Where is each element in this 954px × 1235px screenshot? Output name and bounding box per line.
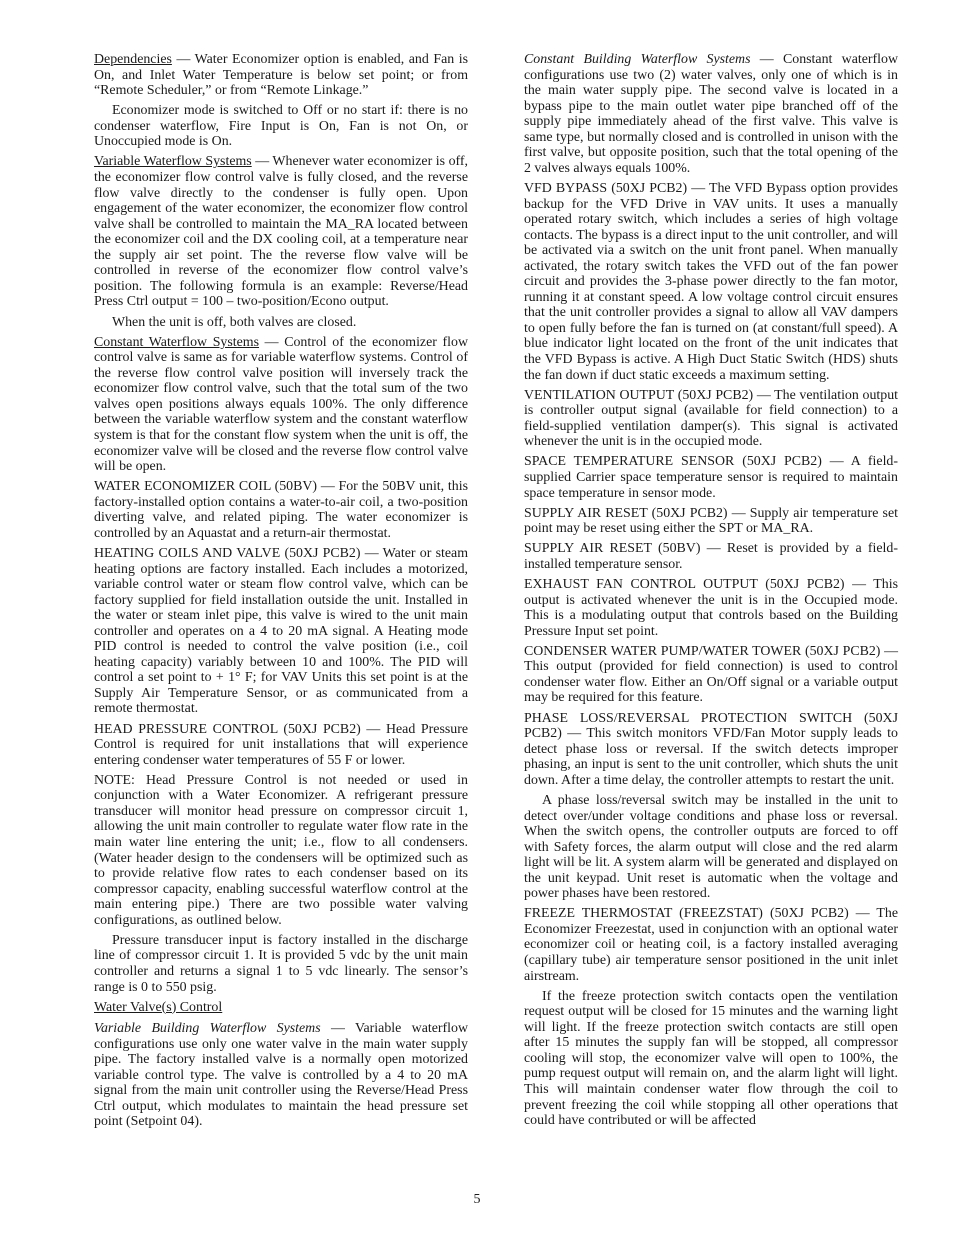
constant-building-waterflow-heading: Constant Building Waterflow Systems [524,52,751,67]
page-number: 5 [473,1192,481,1207]
supply-air-reset-bv-paragraph: SUPPLY AIR RESET (50BV) — Reset is provided by a field-installed temperature sensor. [524,541,898,572]
exhaust-fan-control-paragraph: EXHAUST FAN CONTROL OUTPUT (50XJ PCB2) — This output is activated whenever the unit is in the Occupied mode. This is a modulating output that controls based on the Building Pressure Input set point. [524,577,898,639]
dependencies-heading: Dependencies [94,52,172,67]
economizer-off-paragraph: Economizer mode is switched to Off or no start if: there is no condenser waterflow, Fire Input is On, Fan is not On, or Unoccupied mode is On. [94,103,468,150]
dependencies-paragraph [94,52,468,99]
variable-building-waterflow-paragraph [94,1021,468,1130]
variable-waterflow-text: — Whenever water economizer is off, the economizer flow control valve is fully closed, and the reverse flow valve directly to the condenser is fully open. Upon engagement of the water economizer, the economizer flow control valve shall be controlled to maintain the MA_RA located between the economizer coil and the DX cooling coil, at a temperature near the supply air set point. The the reverse flow valve will be controlled in reverse of the economizer flow control valve’s position. The following formula is an example: Reverse/Head Press Ctrl output = 100 – two-position/Econo output. [94,154,468,310]
constant-waterflow-text: — Control of the economizer flow control valve is same as for variable waterflow systems. Control of the reverse flow control valve position will inversely track the economizer flow control valve, such that the total sum of the two valves open positions always equals 100%. The only difference between the variable waterflow system and the constant waterflow system is that for the constant flow system when the unit is off, the economizer valve will be closed and the reverse flow control valve will be open. [94,334,468,475]
water-valve-control-heading: Water Valve(s) Control [94,999,223,1015]
constant-building-waterflow-paragraph [524,52,898,176]
head-pressure-control-paragraph: HEAD PRESSURE CONTROL (50XJ PCB2) — Head Pressure Control is required for unit installations that will experience entering condenser water temperatures of 55 F or lower. [94,721,468,768]
left-column [94,52,468,1135]
unit-off-paragraph: When the unit is off, both valves are closed. [112,314,357,330]
space-temperature-sensor-paragraph: SPACE TEMPERATURE SENSOR (50XJ PCB2) — A field-supplied Carrier space temperature sensor is required to maintain space temperature in sensor mode. [524,454,898,501]
variable-waterflow-paragraph [94,154,468,309]
condenser-water-pump-paragraph: CONDENSER WATER PUMP/WATER TOWER (50XJ PCB2) — This output (provided for field connection) is used to control condenser water flow. Either an On/Off signal or a variable output may be required for this feature. [524,643,898,706]
phase-loss-protection-paragraph: PHASE LOSS/REVERSAL PROTECTION SWITCH (50XJ PCB2) — This switch monitors VFD/Fan Motor supply leads to detect phase loss or reversal. If the switch detects improper phasing, an input is sent to the unit controller, which shuts the unit down. After a time delay, the controller attempts to restart the unit. [524,710,898,788]
right-column [524,52,898,1133]
pressure-transducer-paragraph: Pressure transducer input is factory installed in the discharge line of compressor circuit 1. It is provided 5 vdc by the unit main controller and returns a signal 1 to 5 vdc linearly. The sensor’s range is 0 to 550 psig. [94,932,468,995]
vfd-bypass-paragraph: VFD BYPASS (50XJ PCB2) — The VFD Bypass option provides backup for the VFD Drive in VAV units. It uses a manually operated rotary switch, which includes a series of high voltage contacts. The bypass is a direct input to the unit controller, and will be activated via a switch on the unit front panel. When manually activated, the rotary switch takes the VFD out of the fan power circuit and provides the 3-phase power directly to the fan motor, running it at constant speed. A low voltage control circuit ensures that the unit controller provides a signal to allow all VAV dampers to open fully before the fan is turned on (at constant/full speed). A blue indicator light located on the front of the unit indicates that the VFD Bypass is active. A High Duct Static Switch (HDS) shuts the fan down if duct static exceeds a maximum setting. [524,180,898,383]
variable-building-waterflow-heading: Variable Building Waterflow Systems [94,1021,321,1037]
constant-building-waterflow-text: — Constant waterflow configurations use two (2) water valves, only one of which is in the main water supply pipe. The second valve is located in a bypass pipe to the main outlet water pipe branched off of the supply pipe immediately ahead of the first valve. This valve is same type, but normally closed and is controlled in unison with the first valve, but opposite position, such that the total opening of the 2 valves always equals 100%. [524,52,898,176]
freeze-protection-paragraph: If the freeze protection switch contacts open the ventilation request output will be closed for 15 minutes and the warning light will light. If the freeze protection switch contacts are still open after 15 minutes the supply fan will be stopped, all compressor cooling will stop, the economizer valve will open to 100%, the pump request output will remain on, and the alarm light will light. This will maintain condenser water flow through the coil to prevent freezing the coil while stopping all other operations that could have contributed or will be affected [524,988,898,1129]
constant-waterflow-paragraph [94,335,468,475]
variable-waterflow-heading: Variable Waterflow Systems [94,154,252,170]
water-economizer-coil-paragraph: WATER ECONOMIZER COIL (50BV) — For the 50BV unit, this factory-installed option contains a water-to-air coil, a two-position diverting valve, and related piping. The water economizer is controlled by an Aquastat and a return-air thermostat. [94,479,468,541]
note-paragraph: NOTE: Head Pressure Control is not needed or used in conjunction with a Water Economizer. A refrigerant pressure transducer will monitor head pressure on compressor circuit 1, allowing the unit main controller to regulate water flow rate in the main water line entering the unit; i.e., flow to all condensers. (Water header design to the condensers will be optimized such as to provide relative flow rates to each condenser based on its compressor capacity, enabling successful waterflow control at the main entering pipe.) There are two possible water valving configurations, as outlined below. [94,772,468,928]
constant-waterflow-heading: Constant Waterflow Systems [94,334,260,350]
ventilation-output-paragraph: VENTILATION OUTPUT (50XJ PCB2) — The ventilation output is controller output signal (available for field connection) to a field-supplied ventilation damper(s). This signal is activated whenever the unit is in the occupied mode. [524,387,898,450]
phase-loss-switch-paragraph: A phase loss/reversal switch may be installed in the unit to detect over/under voltage conditions and phase loss or reversal. When the switch opens, the controller outputs are forced to off with Safety forces, the alarm output will close and the red alarm light will be lit. A system alarm will be generated and displayed on the unit keypad. Unit reset is automatic when the voltage and power phases have been restored. [524,792,898,902]
supply-air-reset-xj-paragraph: SUPPLY AIR RESET (50XJ PCB2) — Supply air temperature set point may be reset using either the SPT or MA_RA. [524,505,898,537]
freeze-thermostat-paragraph: FREEZE THERMOSTAT (FREEZSTAT) (50XJ PCB2) — The Economizer Freezestat, used in conjunction with an optional water economizer coil or heating coil, is a factory installed averaging (capillary tube) air temperature sensor positioned in the unit inlet airstream. [524,906,898,984]
variable-building-waterflow-text: — Variable waterflow configurations use only one water valve in the main water supply pipe. The factory installed valve is a normally open motorized variable control type. The valve is controlled by a 4 to 20 mA signal from the main unit controller using the Reverse/Head Press Ctrl output, which modulates to maintain the head pressure set point (Setpoint 04). [94,1021,468,1130]
heating-coils-paragraph: HEATING COILS AND VALVE (50XJ PCB2) — Water or steam heating options are factory installed. Each includes a motorized, variable control water or steam flow control valve, which can be factory supplied for field installation outside the unit. Installed in the water or steam inlet pipe, this valve is wired to the unit main controller and operates on a 4 to 20 mA signal. A Heating mode PID control is needed to control the valve position (i.e., coil heating capacity) variably between 10 and 100%. The PID will control a set point to + 1° F; for VAV Units this set point is at the Supply Air Temperature Sensor, or as communicated from a remote thermostat. [94,545,468,717]
dependencies-text: — Water Economizer option is enabled, and Fan is On, and Inlet Water Temperature is below set point; or from “Remote Scheduler,” or from “Remote Linkage.” [94,52,468,99]
